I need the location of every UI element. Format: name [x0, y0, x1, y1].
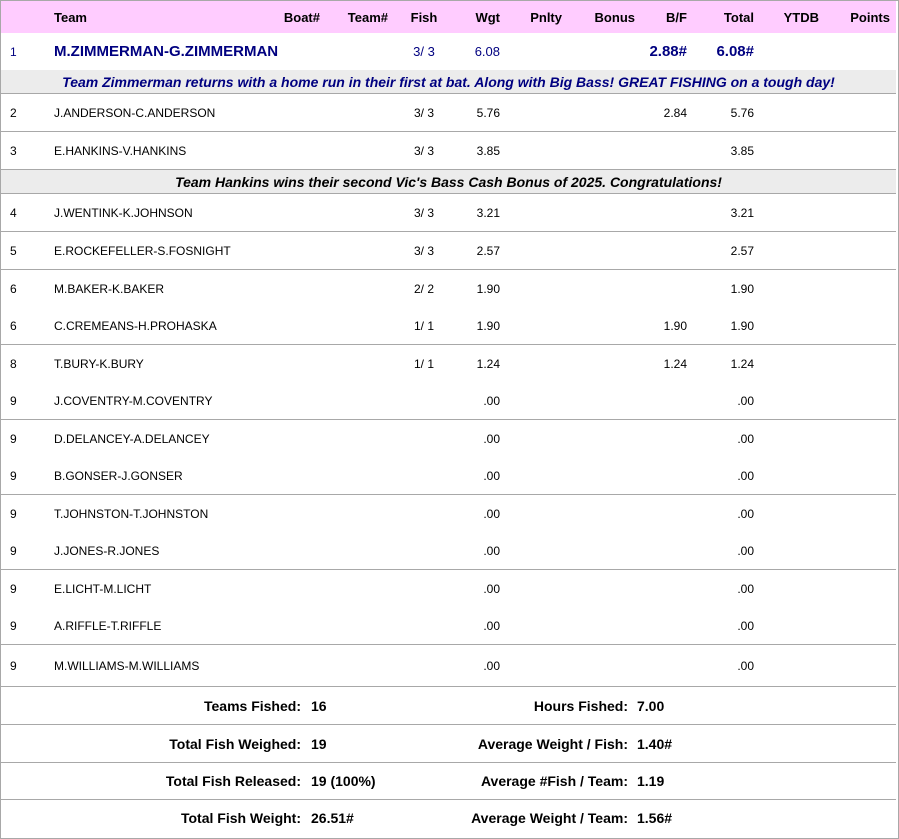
header-team-number: Team# [347, 9, 388, 25]
team-comment-text: Team Hankins wins their second Vic's Bass Cash Bonus of 2025. Congratulations! [175, 173, 722, 190]
summary-value: 1.56# [637, 810, 673, 826]
weight-cell: .00 [483, 618, 500, 633]
fish-count-cell [401, 382, 447, 419]
fish-count-cell: 1/ 1 [413, 318, 434, 333]
big-fish-cell [621, 607, 687, 644]
header-team: Team [54, 9, 87, 25]
team-comment-text: Team Zimmerman returns with a home run in their first at bat. Along with Big Bass! GREAT FISHING on a tough day! [62, 73, 835, 90]
place-cell: 9 [10, 431, 17, 446]
big-fish-cell [621, 194, 687, 231]
table-row [1, 307, 896, 345]
weight-cell: .00 [483, 658, 500, 673]
table-row [1, 645, 896, 687]
team-name-cell: E.HANKINS-V.HANKINS [54, 143, 187, 158]
header-fish: Fish [410, 9, 438, 25]
summary-value: 7.00 [637, 697, 665, 714]
team-name-cell: J.WENTINK-K.JOHNSON [54, 205, 193, 220]
weight-cell: .00 [483, 431, 500, 446]
table-row [1, 570, 896, 608]
place-cell: 1 [10, 44, 17, 59]
weight-cell: 6.08 [474, 44, 500, 59]
team-name-cell: M.BAKER-K.BAKER [54, 281, 165, 296]
big-fish-cell [621, 457, 687, 494]
header-wgt: Wgt [475, 9, 500, 25]
fish-count-cell [401, 607, 447, 644]
header-bonus: Bonus [594, 9, 635, 25]
big-fish-cell: 2.88# [649, 43, 687, 60]
weight-cell: .00 [483, 506, 500, 521]
place-cell: 9 [10, 468, 17, 483]
weight-cell: .00 [483, 468, 500, 483]
team-name-cell: C.CREMEANS-H.PROHASKA [54, 318, 217, 333]
total-cell: 1.24 [730, 356, 754, 371]
fish-count-cell: 3/ 3 [413, 105, 434, 120]
big-fish-cell [621, 232, 687, 269]
big-fish-cell: 2.84 [663, 105, 687, 120]
header-boat: Boat# [283, 9, 320, 25]
weight-cell: 1.90 [476, 318, 500, 333]
place-cell: 9 [10, 393, 17, 408]
summary-row [1, 800, 896, 836]
big-fish-cell: 1.24 [663, 356, 687, 371]
team-name-cell: D.DELANCEY-A.DELANCEY [54, 431, 210, 446]
table-row [1, 607, 896, 645]
team-name-cell: J.ANDERSON-C.ANDERSON [54, 105, 216, 120]
total-cell: .00 [737, 543, 754, 558]
weight-cell: 5.76 [476, 105, 500, 120]
fish-count-cell [401, 532, 447, 569]
fish-count-cell [401, 570, 447, 607]
big-fish-cell [621, 132, 687, 169]
team-name-cell: M.ZIMMERMAN-G.ZIMMERMAN [54, 43, 279, 60]
total-cell: 3.85 [730, 143, 754, 158]
header-total: Total [723, 9, 754, 25]
place-cell: 2 [10, 105, 17, 120]
table-row [1, 382, 896, 420]
total-cell: 6.08# [716, 43, 754, 60]
table-row [1, 495, 896, 533]
big-fish-cell [621, 495, 687, 532]
fish-count-cell: 3/ 3 [413, 205, 434, 220]
place-cell: 6 [10, 281, 17, 296]
fish-count-cell [401, 457, 447, 494]
big-fish-cell [621, 270, 687, 307]
big-fish-cell: 1.90 [663, 318, 687, 333]
place-cell: 9 [10, 658, 17, 673]
big-fish-cell [621, 382, 687, 419]
team-name-cell: B.GONSER-J.GONSER [54, 468, 183, 483]
total-cell: 1.90 [730, 318, 754, 333]
team-name-cell: A.RIFFLE-T.RIFFLE [54, 618, 162, 633]
fish-count-cell [401, 645, 447, 686]
summary-value: 19 (100%) [311, 773, 376, 789]
summary-row [1, 687, 896, 725]
big-fish-cell [621, 570, 687, 607]
place-cell: 9 [10, 506, 17, 521]
table-header [1, 1, 896, 33]
total-cell: 5.76 [730, 105, 754, 120]
place-cell: 3 [10, 143, 17, 158]
weight-cell: 1.24 [476, 356, 500, 371]
total-cell: .00 [737, 468, 754, 483]
place-cell: 9 [10, 543, 17, 558]
total-cell: .00 [737, 581, 754, 596]
summary-value: 16 [311, 697, 327, 714]
place-cell: 5 [10, 243, 17, 258]
table-row [1, 33, 896, 71]
big-fish-cell [621, 532, 687, 569]
summary-label: Teams Fished: [204, 697, 301, 714]
summary-value: 19 [311, 735, 327, 752]
team-comment-row [1, 170, 896, 194]
summary-row [1, 763, 896, 800]
weight-cell: 2.57 [476, 243, 500, 258]
fish-count-cell: 1/ 1 [413, 356, 434, 371]
total-cell: .00 [737, 618, 754, 633]
team-comment-row [1, 70, 896, 94]
weight-cell: 3.85 [476, 143, 500, 158]
team-name-cell: J.JONES-R.JONES [54, 543, 160, 558]
summary-label: Average Weight / Team: [471, 810, 628, 826]
total-cell: 2.57 [730, 243, 754, 258]
summary-label: Hours Fished: [533, 697, 628, 714]
table-row [1, 194, 896, 232]
table-row [1, 532, 896, 570]
team-name-cell: T.BURY-K.BURY [54, 356, 144, 371]
place-cell: 9 [10, 618, 17, 633]
summary-row [1, 725, 896, 763]
fish-count-cell: 3/ 3 [413, 44, 435, 59]
table-row [1, 232, 896, 270]
place-cell: 8 [10, 356, 17, 371]
fish-count-cell: 2/ 2 [413, 281, 434, 296]
total-cell: .00 [737, 658, 754, 673]
header-points: Points [850, 9, 890, 25]
big-fish-cell [621, 420, 687, 457]
weight-cell: 3.21 [476, 205, 500, 220]
weight-cell: .00 [483, 543, 500, 558]
table-row [1, 345, 896, 383]
table-row [1, 457, 896, 495]
summary-label: Average Weight / Fish: [477, 735, 628, 752]
place-cell: 6 [10, 318, 17, 333]
summary-label: Total Fish Weighed: [169, 735, 301, 752]
fish-count-cell: 3/ 3 [413, 143, 434, 158]
total-cell: .00 [737, 506, 754, 521]
team-name-cell: J.COVENTRY-M.COVENTRY [54, 393, 213, 408]
header-pnlty: Pnlty [530, 9, 562, 25]
table-row [1, 132, 896, 170]
header-bf: B/F [666, 9, 687, 25]
fish-count-cell: 3/ 3 [413, 243, 434, 258]
total-cell: 3.21 [730, 205, 754, 220]
total-cell: .00 [737, 431, 754, 446]
summary-value: 1.40# [637, 735, 673, 752]
summary-label: Total Fish Released: [165, 773, 301, 789]
summary-label: Total Fish Weight: [180, 810, 301, 826]
team-name-cell: E.LICHT-M.LICHT [54, 581, 152, 596]
big-fish-cell [621, 645, 687, 686]
table-row [1, 270, 896, 308]
summary-label: Average #Fish / Team: [480, 773, 628, 789]
summary-value: 1.19 [637, 773, 665, 789]
place-cell: 4 [10, 205, 17, 220]
fish-count-cell [401, 495, 447, 532]
summary-value: 26.51# [311, 810, 354, 826]
weight-cell: 1.90 [476, 281, 500, 296]
total-cell: .00 [737, 393, 754, 408]
team-name-cell: T.JOHNSTON-T.JOHNSTON [54, 506, 209, 521]
weight-cell: .00 [483, 581, 500, 596]
header-ytdb: YTDB [783, 9, 819, 25]
team-name-cell: E.ROCKEFELLER-S.FOSNIGHT [54, 243, 231, 258]
fish-count-cell [401, 420, 447, 457]
weight-cell: .00 [483, 393, 500, 408]
table-row [1, 94, 896, 132]
total-cell: 1.90 [730, 281, 754, 296]
place-cell: 9 [10, 581, 17, 596]
team-name-cell: M.WILLIAMS-M.WILLIAMS [54, 658, 200, 673]
table-row [1, 420, 896, 458]
